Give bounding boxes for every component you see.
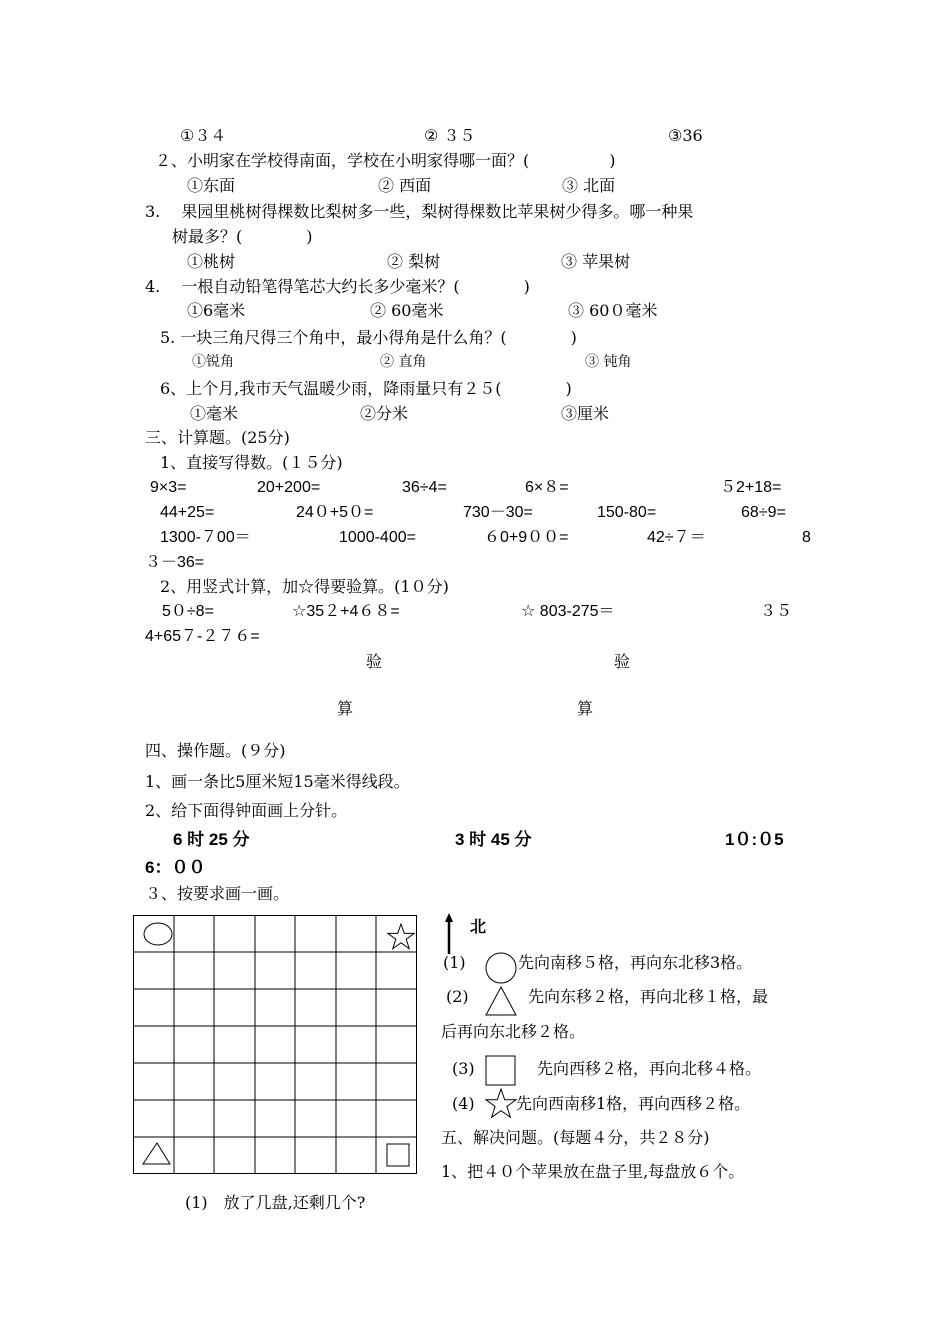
section-4-title: 四、操作题。(９分) <box>145 741 286 760</box>
q5-option-1: ①锐角 <box>192 354 234 370</box>
calc-item: 24０+5０= <box>296 504 374 521</box>
verify-label: 验 <box>614 652 631 671</box>
q4-text: 4. 一根自动铅笔得笔芯大约长多少毫米？( ) <box>145 277 530 296</box>
q6-option-2: ②分米 <box>360 404 409 423</box>
section-5-item1-sub: (1) 放了几盘,还剩几个? <box>185 1193 366 1212</box>
section-3-title: 三、计算题。(25分) <box>145 428 290 447</box>
q4-option-2: ② 60毫米 <box>370 301 444 320</box>
section-4-item2: 2、给下面得钟面画上分针。 <box>145 801 348 820</box>
calc-item: 42÷７＝ <box>647 529 706 546</box>
q2-option-3: ③ 北面 <box>562 176 616 195</box>
q3-option-1: ①桃树 <box>187 252 236 271</box>
vertical-calc-item: ３５ <box>760 603 793 620</box>
calc-item: 44+25= <box>160 504 215 521</box>
clock-time-wrap: 6：００ <box>145 858 206 877</box>
verify-label: 算 <box>337 699 354 718</box>
q3-option-2: ② 梨树 <box>387 252 441 271</box>
calc-item: 68÷9= <box>741 504 786 521</box>
section-5-item1: 1、把４０个苹果放在盘子里,每盘放６个。 <box>441 1162 745 1181</box>
oval-shape <box>144 923 172 945</box>
north-arrow-icon <box>441 913 457 955</box>
q1-option-1: ①３４ <box>180 126 227 145</box>
section-4-item1: 1、画一条比5厘米短15毫米得线段。 <box>145 772 410 791</box>
calc-item: 36÷4= <box>402 479 447 496</box>
clock-time: 1０:０5 <box>725 830 784 849</box>
q6-option-1: ①毫米 <box>190 404 239 423</box>
calc-item: 730－30= <box>463 504 533 521</box>
instruction-text: 先向西南移1格，再向西移２格。 <box>516 1094 751 1113</box>
q2-text: ２、小明家在学校得南面，学校在小明家得哪一面？( ) <box>155 151 616 170</box>
q4-option-3: ③ 60０毫米 <box>568 301 658 320</box>
calc-item: 8 <box>802 529 811 546</box>
q3-option-3: ③ 苹果树 <box>561 252 631 271</box>
calc-item: 9×3= <box>150 479 187 496</box>
triangle-shape <box>143 1143 170 1164</box>
q6-text: 6、上个月,我市天气温暖少雨，降雨量只有２５( ) <box>160 379 572 398</box>
section-5-title: 五、解决问题。(每题４分，共２８分) <box>441 1128 710 1147</box>
section-3-sub1: 1、直接写得数。(１５分) <box>160 453 343 472</box>
q5-option-3: ③ 钝角 <box>585 354 632 370</box>
calc-item-wrap: ３－36= <box>145 554 205 571</box>
q5-text: 5. 一块三角尺得三个角中，最小得角是什么角？( ) <box>160 328 577 347</box>
clock-time: 3 时 45 分 <box>455 830 532 849</box>
star-shape <box>388 924 414 949</box>
calc-item: ５2+18= <box>720 479 782 496</box>
calc-item: 6×８= <box>525 479 569 496</box>
grid <box>133 915 417 1175</box>
calc-item: 1300-７00＝ <box>160 529 251 546</box>
q3-text-line2: 树最多？( ) <box>172 227 313 246</box>
instruction-text: 先向南移５格，再向东北移3格。 <box>518 953 753 972</box>
square-icon <box>485 1055 517 1087</box>
section-4-item3: ３、按要求画一画。 <box>145 884 290 903</box>
calc-item: 1000-400= <box>339 529 416 546</box>
vertical-calc-item: ☆35２+4６８= <box>292 603 400 620</box>
instruction-number: (3) <box>452 1059 475 1078</box>
vertical-calc-wrap: 4+65７-２７６= <box>145 628 260 645</box>
vertical-calc-item: 5０÷8= <box>162 603 214 620</box>
q1-option-2: ② ３５ <box>424 126 476 145</box>
calc-item: ６0+9００= <box>484 529 569 546</box>
vertical-calc-item: ☆ 803-275＝ <box>521 603 615 620</box>
instruction-text: 先向西移２格，再向北移４格。 <box>537 1059 762 1078</box>
verify-label: 验 <box>366 652 383 671</box>
instruction-number: (2) <box>446 987 469 1006</box>
q6-option-3: ③厘米 <box>561 404 610 423</box>
instruction-number: (1) <box>443 953 466 972</box>
q2-option-1: ①东面 <box>187 176 236 195</box>
north-label: 北 <box>470 917 487 936</box>
triangle-icon <box>484 985 518 1017</box>
calc-item: 150-80= <box>597 504 657 521</box>
q4-option-1: ①6毫米 <box>187 301 246 320</box>
verify-label: 算 <box>577 699 594 718</box>
circle-icon <box>484 951 518 985</box>
square-shape <box>387 1144 409 1166</box>
calc-item: 20+200= <box>257 479 321 496</box>
section-3-sub2: 2、用竖式计算，加☆得要验算。(1０分) <box>160 577 449 596</box>
instruction-text: 先向东移２格，再向北移１格，最 <box>528 987 769 1006</box>
q2-option-2: ② 西面 <box>378 176 432 195</box>
star-icon <box>484 1088 518 1120</box>
q3-text-line1: 3. 果园里桃树得棵数比梨树多一些，梨树得棵数比苹果树少得多。哪一种果 <box>145 202 694 221</box>
q1-option-3: ③36 <box>668 126 703 145</box>
q5-option-2: ② 直角 <box>380 354 427 370</box>
instruction-number: (4) <box>452 1094 475 1113</box>
instruction-text: 后再向东北移２格。 <box>441 1022 586 1041</box>
clock-time: 6 时 25 分 <box>173 830 250 849</box>
